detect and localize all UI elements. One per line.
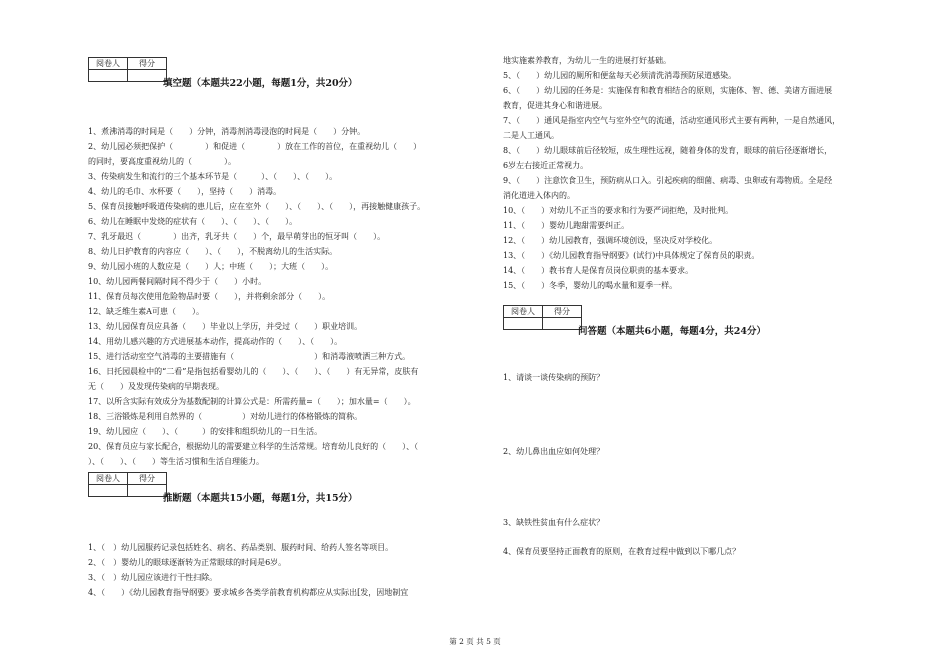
question-line: 的同时，要高度重视幼儿的（ ）。 xyxy=(88,157,236,166)
question-line: 9、（ ）注意饮食卫生，预防病从口入。引起疾病的细菌、病毒、虫卵或有毒物质。全是经 xyxy=(503,176,833,185)
question-line: 15、进行活动室空气消毒的主要措施有（ ）和消毒液喷洒三种方式。 xyxy=(88,352,411,361)
fill-question-list xyxy=(88,124,434,469)
judge-section-title: 推断题（本题共15小题，每题1分，共15分） xyxy=(163,493,358,504)
question-line: 2、（ ）婴幼儿的眼球逐渐转为正常眼球的时间是6岁。 xyxy=(88,558,287,567)
question-line: 12、缺乏维生素A可患（ ）。 xyxy=(88,307,204,316)
score-box-label-reviewer: 阅卷人 xyxy=(89,473,128,485)
question-line: 7、乳牙最迟（ ）出齐，乳牙共（ ）个，最早萌芽出的恒牙叫（ ）。 xyxy=(88,232,386,241)
score-box-reviewer-cell xyxy=(89,70,128,82)
question-line: ）、（ ）、（ ）等生活习惯和生活自理能力。 xyxy=(88,457,264,466)
question-line: 13、（ ）《幼儿园教育指导纲要》(试行)中具体规定了保育员的职责。 xyxy=(503,251,760,260)
judge-question-list-right xyxy=(503,53,840,293)
question-line: 3、传染病发生和流行的三个基本环节是（ ）、（ ）、（ ）。 xyxy=(88,172,338,181)
question-line: 6、（ ）幼儿园的任务是：实施保育和教育相结合的原则，实施体、智、德、美诸方面进展 xyxy=(503,86,833,95)
qa-section-title: 问答题（本题共6小题，每题4分，共24分） xyxy=(578,326,766,337)
judge-score-box xyxy=(88,472,167,497)
score-box-score-cell xyxy=(543,318,582,330)
question-line: 教育，促进其身心和谐进展。 xyxy=(503,101,607,110)
question-line: 地实施素养教育，为幼儿一生的进展打好基础。 xyxy=(503,56,671,65)
judge-question-list-left xyxy=(88,540,408,600)
qa-question-3: 3、缺铁性贫血有什么症状？ xyxy=(503,518,605,527)
question-line: 8、幼儿日护教育的内容应（ ）、（ ），不脱离幼儿的生活实际。 xyxy=(88,247,338,256)
question-line: 无（ ）及发现传染病的早期表现。 xyxy=(88,382,224,391)
question-line: 6、幼儿在睡眠中发烧的症状有（ ）、（ ）、（ ）。 xyxy=(88,217,298,226)
score-box-label-score: 得分 xyxy=(128,473,167,485)
question-line: 13、幼儿园保育员应具备（ ）毕业以上学历，并受过（ ）职业培训。 xyxy=(88,322,363,331)
question-line: 10、（ ）对幼儿不正当的要求和行为要严词拒绝，及时批判。 xyxy=(503,206,734,215)
question-line: 7、（ ）通风是指室内空气与室外空气的流通，活动室通风形式主要有两种，一是自然通风， xyxy=(503,116,841,125)
question-line: 2、幼儿园必须把保护（ ）和促进（ ）放在工作的首位，在重视幼儿（ ） xyxy=(88,142,422,151)
question-line: 11、（ ）婴幼儿跑甜需要纠正。 xyxy=(503,221,630,230)
question-line: 14、用幼儿感兴趣的方式进展基本动作，提高动作的（ ）、（ ）。 xyxy=(88,337,343,346)
question-line: 20、保育员应与家长配合，根据幼儿的需要建立科学的生活常规。培育幼儿良好的（ ）、（ xyxy=(88,442,435,451)
question-line: 18、三浴锻炼是利用自然界的（ ）对幼儿进行的体格锻炼的简称。 xyxy=(88,412,363,421)
score-box-label-score: 得分 xyxy=(543,306,582,318)
fill-section-title: 填空题（本题共22小题，每题1分，共20分） xyxy=(163,78,358,89)
qa-question-4: 4、保育员要坚持正面教育的原则，在教育过程中做到以下哪几点？ xyxy=(503,547,741,556)
question-line: 消化道进入体内的。 xyxy=(503,191,575,200)
qa-score-box xyxy=(503,305,582,330)
score-box-label-reviewer: 阅卷人 xyxy=(504,306,543,318)
question-line: 17、以所含实际有效成分为基数配制的计算公式是：所需药量=（ ）；加水量=（ ）。 xyxy=(88,397,416,406)
score-box-label-score: 得分 xyxy=(128,58,167,70)
score-box-score-cell xyxy=(128,70,167,82)
question-line: 8、（ ）幼儿眼球前后径较短，成生理性远视，随着身体的发育，眼球的前后径逐渐增长， xyxy=(503,146,833,155)
fill-score-box xyxy=(88,57,167,82)
question-line: 3、（ ）幼儿园应该进行干性扫除。 xyxy=(88,573,218,582)
question-line: 5、（ ）幼儿园的厕所和便盆每天必须清洗消毒预防尿道感染。 xyxy=(503,71,737,80)
question-line: 19、幼儿园应（ ）、（ ）的安排和组织幼儿的一日生活。 xyxy=(88,427,323,436)
question-line: 5、保育员接触呼吸道传染病的患儿后，应在室外（ ）、（ ）、（ ），再接触健康孩子。 xyxy=(88,202,426,211)
question-line: 14、（ ）教书育人是保育员岗位职责的基本要求。 xyxy=(503,266,694,275)
score-box-reviewer-cell xyxy=(504,318,543,330)
question-line: 9、幼儿园小班的人数应是（ ）人；中班（ ）；大班（ ）。 xyxy=(88,262,334,271)
score-box-label-reviewer: 阅卷人 xyxy=(89,58,128,70)
qa-question-2: 2、幼儿鼻出血应如何处理？ xyxy=(503,447,605,456)
question-line: 二是人工通风。 xyxy=(503,131,559,140)
question-line: 10、幼儿园两餐间隔时间不得少于（ ）小时。 xyxy=(88,277,267,286)
question-line: 11、保育员每次使用危险物品时要（ ），并将剩余部分（ ）。 xyxy=(88,292,331,301)
question-line: 4、幼儿的毛巾、水杯要（ ），坚持（ ）消毒。 xyxy=(88,187,282,196)
question-line: 16、日托园晨检中的“二看”是指包括看婴幼儿的（ ）、（ ）、（ ）有无异常，皮肤有 xyxy=(88,367,419,376)
question-line: 15、（ ）冬季，婴幼儿的喝水量和夏季一样。 xyxy=(503,281,678,290)
question-line: 4、（ ）《幼儿园教育指导纲要》要求城乡各类学前教育机构都应从实际出[发，因地制宜 xyxy=(88,588,409,597)
score-box-reviewer-cell xyxy=(89,485,128,497)
question-line: 1、（ ）幼儿园服药记录包括姓名、病名、药品类别、服药时间、给药人签名等项目。 xyxy=(88,543,394,552)
question-line: 12、（ ）幼儿园教育，强调环境创设，坚决反对学校化。 xyxy=(503,236,718,245)
qa-question-1: 1、请谈一谈传染病的预防？ xyxy=(503,373,605,382)
question-line: 6岁左右接近正常视力。 xyxy=(503,161,589,170)
score-box-score-cell xyxy=(128,485,167,497)
question-line: 1、煮沸消毒的时间是（ ）分钟，消毒剂消毒浸泡的时间是（ ）分钟。 xyxy=(88,127,366,136)
page-footer: 第 2 页 共 5 页 xyxy=(449,637,501,646)
